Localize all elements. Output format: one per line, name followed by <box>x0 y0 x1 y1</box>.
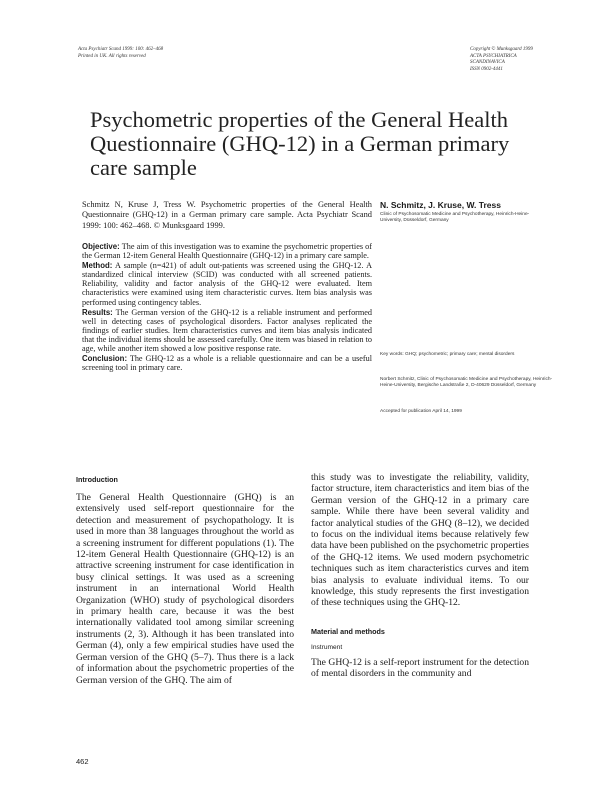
objective-label: Objective: <box>82 242 120 251</box>
abstract-results <box>82 308 372 353</box>
journal-name-line-2: SCANDINAVICA <box>470 60 505 65</box>
article-title: Psychometric properties of the General Health Questionnaire (GHQ-12) in a German primary care sample <box>90 107 510 180</box>
body-column-right <box>311 472 529 680</box>
abstract-objective <box>82 242 372 260</box>
instrument-text: The GHQ-12 is a self-report instrument for the detection of mental disorders in the community and <box>311 656 529 680</box>
objective-text: The aim of this investigation was to examine the psychometric properties of the German 12-item General Health Questionnaire (GHQ-12) in a primary care sample. <box>82 242 372 261</box>
method-label: Method: <box>82 261 113 271</box>
page-number: 462 <box>76 757 89 766</box>
journal-citation-line: Acta Psychiatr Scand 1999: 100: 462–468 <box>78 47 164 52</box>
body-column-left <box>76 475 294 686</box>
abstract-conclusion <box>82 354 372 372</box>
journal-name-line-1: ACTA PSYCHIATRICA <box>470 53 517 59</box>
abstract <box>82 242 372 373</box>
instrument-subheading: Instrument <box>311 643 343 651</box>
copyright-line: Copyright © Munksgaard 1999 <box>470 47 533 52</box>
introduction-heading: Introduction <box>76 475 118 484</box>
citation-text: Schmitz N, Kruse J, Tress W. Psychometric properties of the General Health Questionnaire (GHQ-12) in a German primary care sample. Acta Psychiatr Scand 1999: 100: 462–468. © Munksgaard 1999. <box>82 200 372 230</box>
author-affiliation: Clinic of Psychosomatic Medicine and Psychotherapy, Heinrich-Heine-University, Düsseldorf, Germany <box>380 212 530 224</box>
journal-info-right <box>470 47 533 73</box>
journal-info-left <box>78 47 163 60</box>
results-label: Results: <box>82 307 113 317</box>
accepted-date: Accepted for publication April 14, 1999 <box>380 409 462 414</box>
method-text: A sample (n=421) of adult out-patients was screened using the GHQ-12. A standardized clinical interview (SCID) was conducted with all screened patients. Reliability, validity and factor analysis of the GHQ-12 were evaluated. Item characteristics were examined using item characteristic curves. Item bias analysis was performed using contingency tables. <box>82 261 372 307</box>
results-text: The German version of the GHQ-12 is a reliable instrument and performed well in detecting cases of psychological disorders. Factor analyses replicated the findings of earlier studies. Item characteristics curves and item bias analysis indicated that the individual items should be assessed carefully. One item was biased in relation to age, while another item showed a low positive response rate. <box>82 307 372 354</box>
conclusion-text: The GHQ-12 as a whole is a reliable questionnaire and can be a useful screening tool in primary care. <box>82 354 372 373</box>
conclusion-label: Conclusion: <box>82 354 128 364</box>
introduction-continued-text: this study was to investigate the reliability, validity, factor structure, item characteristics and item bias of the German version of the GHQ-12 in a primary care sample. While there have been several validity and factor analytical studies of the GHQ (8–12), we decided to focus on the individual items because relatively few data have been published on the psychometric properties of the GHQ-12 items. We used modern psychometric techniques such as item characteristics curves and item bias analysis to evaluate individual items. To our knowledge, this study represents the first investigation of these techniques using the GHQ-12. <box>311 472 529 609</box>
issn-line: ISSN 0902-4441 <box>470 66 503 72</box>
methods-heading: Material and methods <box>311 626 385 636</box>
abstract-method <box>82 261 372 306</box>
introduction-text: The General Health Questionnaire (GHQ) is an extensively used self-report questionnaire for the detection and measurement of psychopathology. It is used in more than 38 languages throughout the world as a screening instrument for different populations (1). The 12-item General Health Questionnaire (GHQ-12) is an attractive screening instrument for case identification in busy clinical settings. It was used as a screening instrument in an international World Health Organization (WHO) study of psychological disorders in primary health care, because it was the best internationally validated tool among similar screening instruments (2, 3). Although it has been translated into German (4), only a few empirical studies have used the German version of the GHQ (5–7). Thus there is a lack of information about the psychometric properties of the German version of the GHQ. The aim of <box>76 492 294 686</box>
author-list: N. Schmitz, J. Kruse, W. Tress <box>380 200 501 210</box>
keywords: Key words: GHQ; psychometric; primary care; mental disorders <box>380 352 515 357</box>
journal-rights-line: Printed in UK. All rights reserved <box>78 53 146 59</box>
correspondence-address: Norbert Schmitz, Clinic of Psychosomatic Medicine and Psychotherapy, Heinrich-Heine-University, Bergische Landstraße 2, D-40629 Düsseldorf, Germany <box>380 377 553 389</box>
